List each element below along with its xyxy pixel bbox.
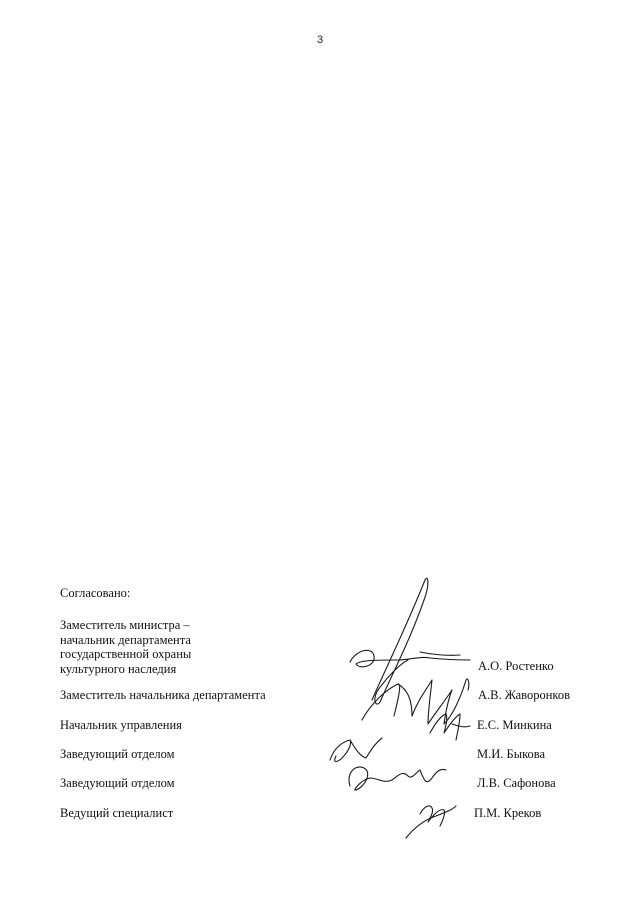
approver-title-head-of-directorate: Начальник управления xyxy=(60,718,182,732)
title-line: Заместитель министра – xyxy=(60,618,190,632)
approval-heading: Согласовано: xyxy=(60,586,131,600)
approver-name-safonova: Л.В. Сафонова xyxy=(477,776,556,790)
approver-title-head-of-department-1: Заведующий отделом xyxy=(60,747,175,761)
title-line: государственной охраны xyxy=(60,647,192,661)
signature-bykova xyxy=(330,738,382,762)
title-line: культурного наследия xyxy=(60,661,177,676)
signature-rostenko xyxy=(350,578,470,704)
signature-zhavoronkov xyxy=(362,679,469,724)
signature-krekov xyxy=(406,806,456,838)
approver-name-rostenko: А.О. Ростенко xyxy=(478,659,554,673)
page-number: 3 xyxy=(316,34,324,46)
approver-name-bykova: М.И. Быкова xyxy=(477,747,546,761)
approver-name-minkina: Е.С. Минкина xyxy=(477,718,552,732)
approver-title-deputy-minister xyxy=(60,618,191,676)
approver-title-head-of-department-2: Заведующий отделом xyxy=(60,776,175,790)
approver-title-deputy-head: Заместитель начальника департамента xyxy=(60,688,266,702)
signature-safonova xyxy=(349,767,446,790)
signature-minkina xyxy=(430,714,470,740)
approver-name-krekov: П.М. Креков xyxy=(474,806,542,820)
approver-name-zhavoronkov: А.В. Жаворонков xyxy=(478,688,571,702)
title-line: начальник департамента xyxy=(60,632,191,647)
approver-title-lead-specialist: Ведущий специалист xyxy=(60,806,174,820)
